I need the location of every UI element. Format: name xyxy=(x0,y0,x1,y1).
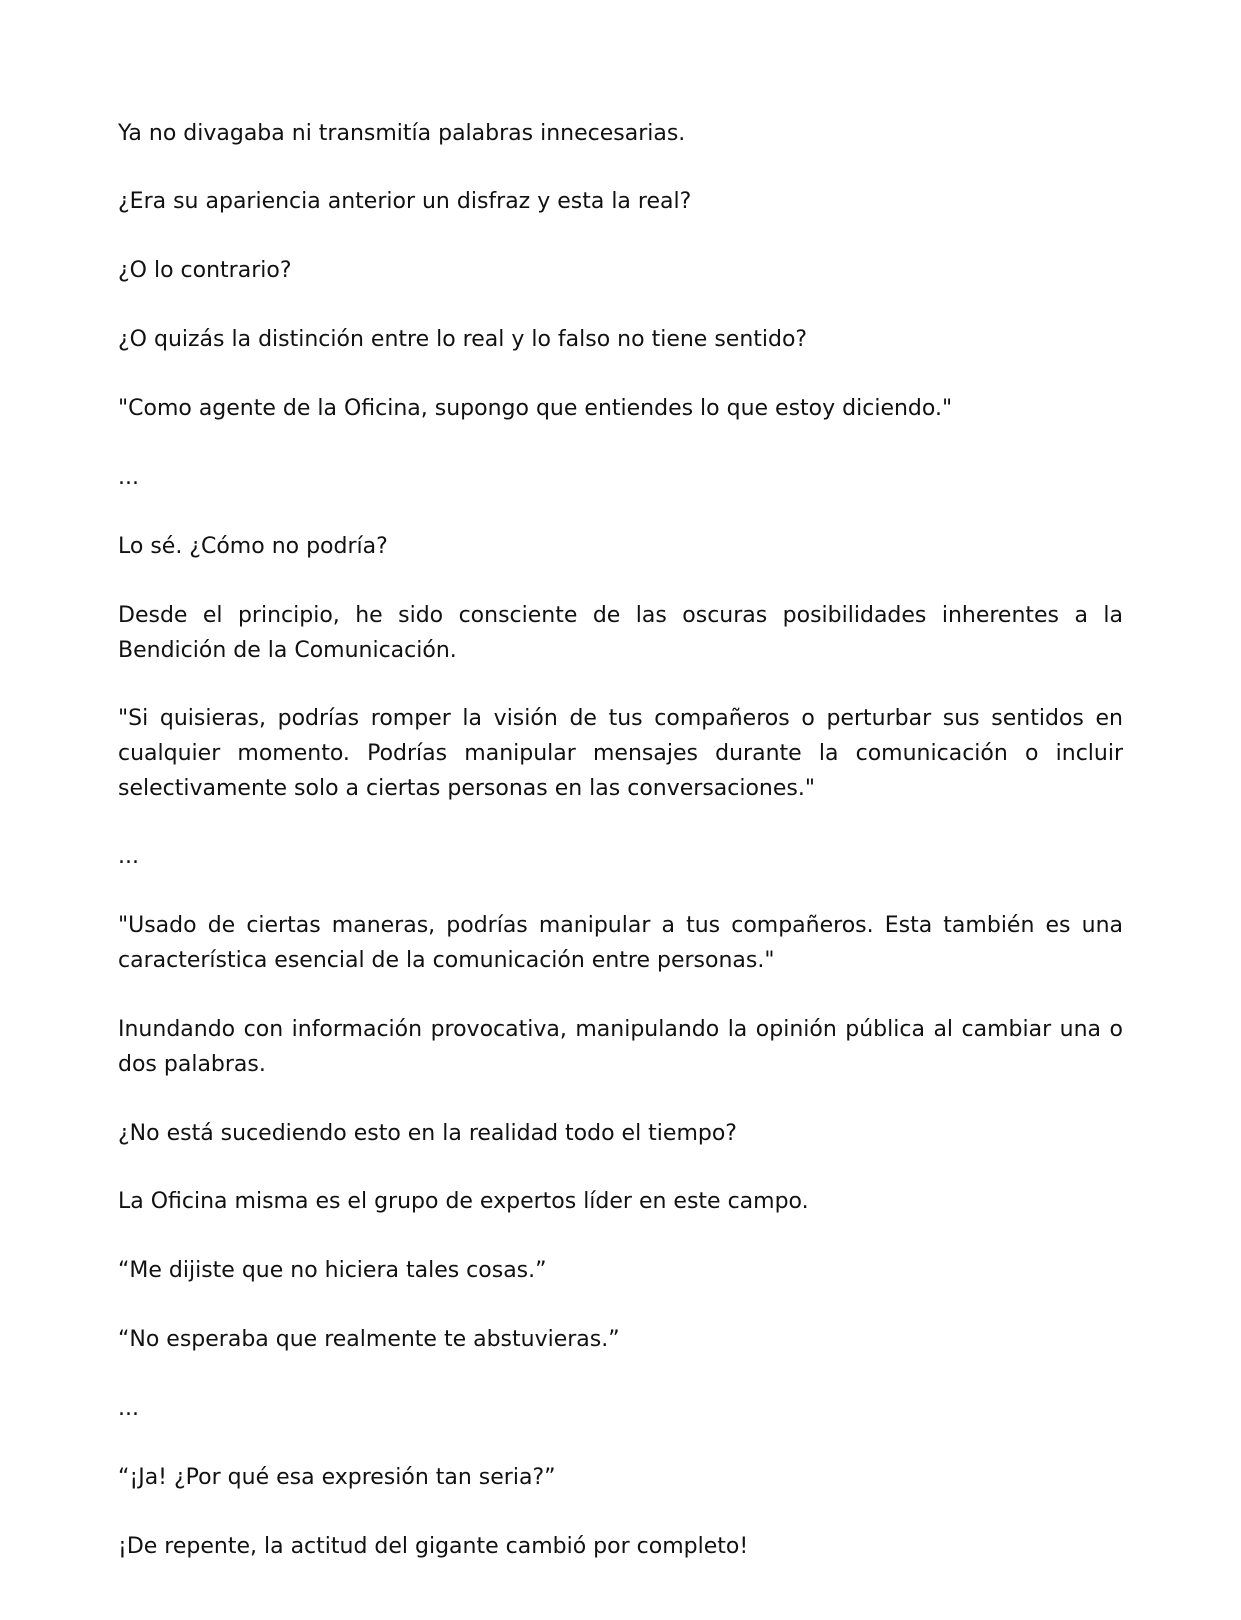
paragraph: “Me dijiste que no hiciera tales cosas.” xyxy=(118,1258,547,1283)
paragraph: “No esperaba que realmente te abstuvieras.” xyxy=(118,1327,620,1352)
paragraph: “¡Ja! ¿Por qué esa expresión tan seria?” xyxy=(118,1465,556,1490)
paragraph: Desde el principio, he sido consciente de las oscuras posibilidades inherentes a la Bendición de la Comunicación. xyxy=(118,603,1123,663)
paragraph: ¿Era su apariencia anterior un disfraz y esta la real? xyxy=(118,189,692,214)
paragraph: Lo sé. ¿Cómo no podría? xyxy=(118,534,388,559)
paragraph: "Si quisieras, podrías romper la visión de tus compañeros o perturbar sus sentidos en cualquier momento. Podrías manipular mensajes durante la comunicación o incluir selectivamente solo a ciertas personas en las conversaciones." xyxy=(118,706,1123,801)
paragraph: "Usado de ciertas maneras, podrías manipular a tus compañeros. Esta también es una característica esencial de la comunicación entre personas." xyxy=(118,913,1123,973)
paragraph: "Como agente de la Oficina, supongo que entiendes lo que estoy diciendo." xyxy=(118,396,953,421)
paragraph: ¿No está sucediendo esto en la realidad todo el tiempo? xyxy=(118,1121,737,1146)
ellipsis-paragraph: ... xyxy=(118,1396,139,1421)
paragraph: ¡De repente, la actitud del gigante cambió por completo! xyxy=(118,1534,749,1559)
paragraph: Inundando con información provocativa, manipulando la opinión pública al cambiar una o dos palabras. xyxy=(118,1017,1123,1077)
ellipsis-paragraph: ... xyxy=(118,844,139,869)
ellipsis-paragraph: ... xyxy=(118,465,139,490)
paragraph: La Oficina misma es el grupo de expertos líder en este campo. xyxy=(118,1189,809,1214)
paragraph: Ya no divagaba ni transmitía palabras innecesarias. xyxy=(118,121,686,146)
paragraph: ¿O quizás la distinción entre lo real y lo falso no tiene sentido? xyxy=(118,327,808,352)
paragraph: ¿O lo contrario? xyxy=(118,258,292,283)
